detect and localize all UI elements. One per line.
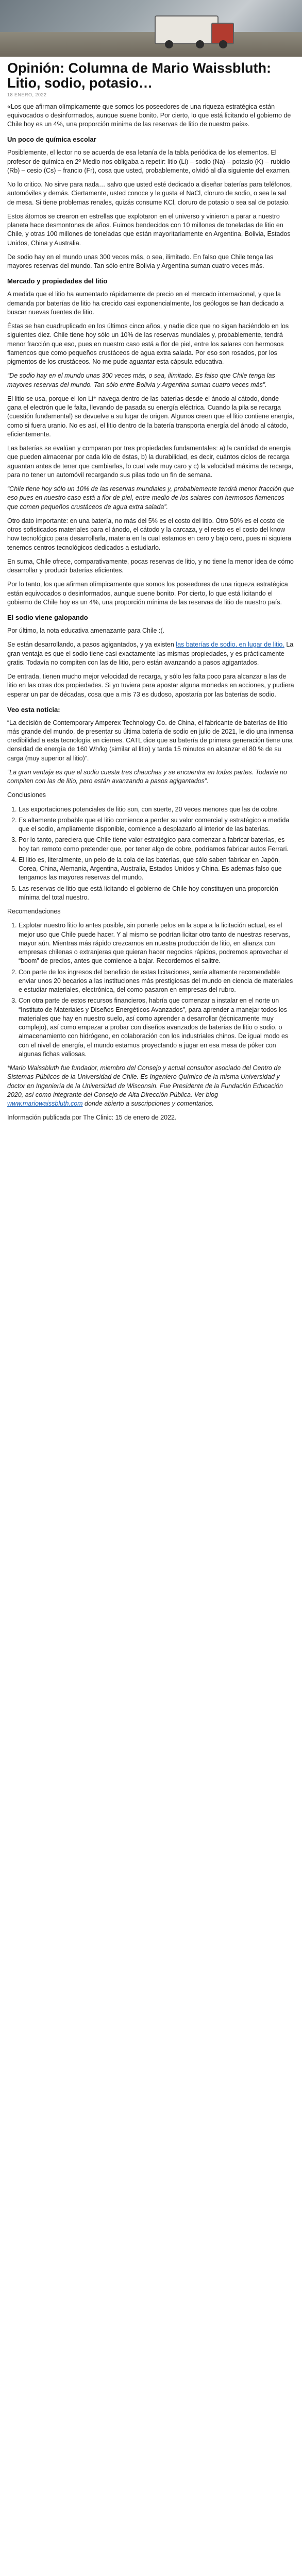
paragraph: Las baterías se evalúan y comparan por tres propiedades fundamentales: a) la cantidad de energía que pueden almacenar por cada kilo de éstas, b) la durabilidad, es decir, cuántos ciclos de recarga aguantan antes de tener que cambiarlas, lo cual vale muy caro y c) la velocidad máxima de recarga, para no tener un automóvil recargando sus pilas todo un fin de semana. (7, 445, 294, 479)
pull-quote: “Chile tiene hoy sólo un 10% de las reservas mundiales y, probablemente tendrá menor fracción que eso pues en nuestro caso está a flor de piel, entre medio de los salares con hermosos flamencos que comen pequeños crustáceos de agua extra salada”. (7, 485, 294, 511)
paragraph: El litio se usa, porque el Ion Li⁺ navega dentro de las baterías desde el ánodo al cátodo, donde gana el electrón que le falta, llevando de pasada su energía eléctrica. Cuando la pila se recarga (cuestión fundamental) se devuelve a su lugar de origen. Algunos creen que el litio contiene energía, como si fuera uranio. No es así, el litio dentro de la batería transporta energía del ánodo al cátodo, eficientemente. (7, 395, 295, 438)
bio-text: *Mario Waissbluth fue fundador, miembro del Consejo y actual consultor asociado del Centro de Sistemas Públicos de la Universidad de Chile. Es Ingeniero Químico de la misma Universidad y doctor en Ingeniería de la Universidad de Wisconsin. Fue Presidente de la Fundación Educación 2020, así como integrante del Consejo de Alta Dirección Pública. Ver blog (7, 1064, 283, 1098)
author-blog-link[interactable]: www.mariowaissbluth.com (7, 1100, 83, 1108)
conclusions-heading: Conclusiones (7, 791, 46, 799)
section-heading: Veo esta noticia: (7, 705, 60, 714)
pull-quote: “La gran ventaja es que el sodio cuesta tres chauchas y se encuentra en todas partes. Todavía no compiten con las de litio, pero están avanzando a pasos agigantados”. (7, 768, 287, 785)
recommendations-list (7, 921, 295, 1059)
paragraph: Por lo tanto, los que afirman olímpicamente que somos los poseedores de una riqueza estratégica están equivocados o desinformados, aunque suene bonito. Por cierto, lo que está licitando el gobierno de Chile hoy es un 4%, una proporción mínima de las reservas de litio de nuestro país. (7, 581, 288, 606)
paragraph-text: Se están desarrollando, a pasos agigantados, y ya existen (7, 641, 176, 649)
paragraph: Éstas se han cuadruplicado en los últimos cinco años, y nadie dice que no sigan haciéndolo en los siguientes diez. Chile tiene hoy sólo un 10% de las reservas mundiales y, probablemente, tendrá menor fracción que eso, pues en nuestro caso está a flor de piel, entre los salares con hermosos flamencos que como pequeños crustáceos de agua extra salada. Por eso son rosados, por los pigmentos de los crustáceos. No me pude aguantar esta cápsula educativa. (7, 323, 289, 366)
bio-text: donde abierto a suscripciones y comentarios. (82, 1100, 214, 1108)
paragraph: No lo critico. No sirve para nada… salvo que usted esté dedicado a diseñar baterías para teléfonos, automóviles y demás. Ciertamente, usted conoce y le gusta el NaCl, cloruro de sodio, o sea la sal de mesa. Si tiene problemas renales, quizás consume KCl, cloruro de potasio o sea sal de potasio. (7, 181, 292, 206)
paragraph: “La decisión de Contemporary Amperex Technology Co. de China, el fabricante de baterías de litio más grande del mundo, de presentar su última batería de sodio en julio de 2021, le dio una inmensa credibilidad a esta tecnología en ciernes. CATL dice que su batería de primera generación tiene una densidad de energía de 160 Wh/kg (similar al litio) y tarda 15 minutos en alcanzar el 80 % de su carga (muy superior al litio)”. (7, 719, 294, 762)
paragraph: Otro dato importante: en una batería, no más del 5% es el costo del litio. Otro 50% es el costo de otros sofisticados materiales para el ánodo, el cátodo y la carcaza, y el resto es el costo del know how tecnológico para desarrollarla, materia en la cual estamos en cero y bajo cero, pues ni siquiera tenemos centros tecnológicos dedicados a estudiarlo. (7, 517, 291, 551)
paragraph (7, 640, 295, 667)
hero-truck-trailer (155, 15, 219, 44)
list-item: 1. Las exportaciones potenciales de litio son, con suerte, 20 veces menores que las de cobre. (19, 805, 295, 814)
paragraph: De entrada, tienen mucho mejor velocidad de recarga, y sólo les falta poco para alcanzar a las de litio en las otras dos propiedades. Si yo tuviera para apostar alguna monedas en acciones, y pudiera esperar un par de décadas, cosa que a mis 73 es dudoso, apostaría por las baterías de sodio. (7, 673, 294, 698)
article-date: 18 ENERO, 2022 (7, 92, 47, 98)
list-item: 2. Es altamente probable que el litio comience a perder su valor comercial y estratégico a medida que el sodio, ampliamente disponible, comience a desplazarlo al interior de las baterías. (19, 816, 295, 834)
paragraph: Posiblemente, el lector no se acuerda de esa letanía de la tabla periódica de los elementos. El profesor de química en 2º Medio nos obligaba a repetir: litio (Li) – sodio (Na) – potasio (K) – rubidio (Rb) – cesio (Cs) – francio (Fr), cosa que usted, probablemente, olvidó al día siguiente del examen. (7, 149, 291, 174)
author-bio (7, 1064, 295, 1108)
hero-wheel (219, 40, 227, 48)
hero-wheel (196, 40, 204, 48)
list-item: 3. Por lo tanto, pareciera que Chile tiene valor estratégico para comenzar a fabricar baterías, es hoy tan remoto como pretender que, por tener algo de cobre, podríamos fabricar autos Ferrari. (19, 836, 295, 854)
paragraph: En suma, Chile ofrece, comparativamente, pocas reservas de litio, y no tiene la menor idea de cómo desarrollar y producir baterías eficientes. (7, 557, 294, 574)
section-heading: Mercado y propiedades del litio (7, 277, 108, 285)
list-item: 1. Explotar nuestro litio lo antes posible, sin ponerle pelos en la sopa a la licitación actual, es el mejor uso que Chile puede hacer. Y al mismo se podrían licitar otro tanto de nuestras reservas, mayor aún. Mientras más rápido crezcamos en nuestra producción de litio, en alianza con empresas chilenas o extranjeras que quieran hacer negocios rápidos, podremos aprovechar el “boom” de precios, antes que comience a bajar. Recordemos el salitre. (19, 921, 295, 965)
hero-wheel (165, 40, 173, 48)
paragraph: A medida que el litio ha aumentado rápidamente de precio en el mercado internacional, y que la demanda por baterías de litio ha crecido casi exponencialmente, los geólogos se han dedicado a buscar nuevas fuentes de litio. (7, 291, 284, 316)
pull-quote: “De sodio hay en el mundo unas 300 veces más, o sea, ilimitado. Es falso que Chile tenga las mayores reservas del mundo. Tan sólo entre Bolivia y Argentina suman cuatro veces más”. (7, 372, 275, 388)
list-item: 2. Con parte de los ingresos del beneficio de estas licitaciones, sería altamente recomendable enviar unos 20 becarios a las instituciones más prestigiosas del mundo en ciencia de materiales e estudiar materiales, electrónica, del como pasaron en empresas del rubro. (19, 968, 295, 995)
recommendations-heading: Recomendaciones (7, 908, 61, 916)
section-heading: El sodio viene galopando (7, 614, 88, 622)
list-item: 3. Con otra parte de estos recursos financieros, habría que comenzar a instalar en el norte un “Instituto de Materiales y Diseños Energéticos Avanzados”, para aprender a manejar todos los materiales que hay en nuestro suelo, así como aprender a desarrollar (técnicamente muy complejo), así como empezar a probar con diseños avanzados de baterías de litio o sodio, o almacenamiento con hidrógeno, en colaboración con los industriales chinos. De igual modo es con el nivel de energía, el mundo estamos proyectando a jugar en esa mesa de póker con algunas fichas valiosas. (19, 996, 295, 1059)
sodium-batteries-link[interactable]: las baterías de sodio, en lugar de litio. (176, 641, 284, 649)
list-item: 4. El litio es, literalmente, un pelo de la cola de las baterías, que sólo saben fabricar en Japón, Corea, China, Alemania, Argentina, Australia, Estados Unidos y China. Es ademas falso que tengamos las mayores reservas del mundo. (19, 856, 295, 883)
list-item: 5. Las reservas de litio que está licitando el gobierno de Chile hoy constituyen una proporción mínima del total nuestro. (19, 885, 295, 903)
hero-hill (0, 32, 302, 57)
hero-photo (0, 0, 302, 57)
article-intro: «Los que afirman olímpicamente que somos los poseedores de una riqueza estratégica están equivocados o desinformados, aunque suene bonito. Por cierto, lo que está licitando el gobierno de Chile hoy es un 4%, una proporción mínima de las reservas de litio de nuestro país». (7, 103, 291, 128)
paragraph: De sodio hay en el mundo unas 300 veces más, o sea, ilimitado. En falso que Chile tenga las mayores reservas del mundo. Tan sólo entre Bolivia y Argentina suman cuatro veces más. (7, 253, 274, 270)
section-heading: Un poco de química escolar (7, 135, 96, 144)
paragraph: Estos átomos se crearon en estrellas que explotaron en el universo y vinieron a parar a nuestro planeta hace desmontones de años. Fuimos bendecidos con 10 millones de toneladas de litio en Chile, y otras 100 millones de toneladas que están mayoritariamente en Argentina, Bolivia, Estados Unidos, China y Australia. (7, 212, 291, 247)
article-body (0, 61, 302, 1136)
conclusions-list (7, 805, 295, 903)
source-note: Información publicada por The Clinic: 15 de enero de 2022. (7, 1114, 177, 1122)
paragraph: Por último, la nota educativa amenazante para Chile :(. (7, 627, 165, 635)
paragraph-text: La gran ventaja es que el sodio tiene casi exactamente las mismas propiedades, y es prácticamente gratis. Todavía no compiten con las de litio, pero están avanzando a pasos agigantados. (7, 641, 294, 666)
article-title: Opinión: Columna de Mario Waissbluth: Litio, sodio, potasio… (7, 60, 271, 91)
